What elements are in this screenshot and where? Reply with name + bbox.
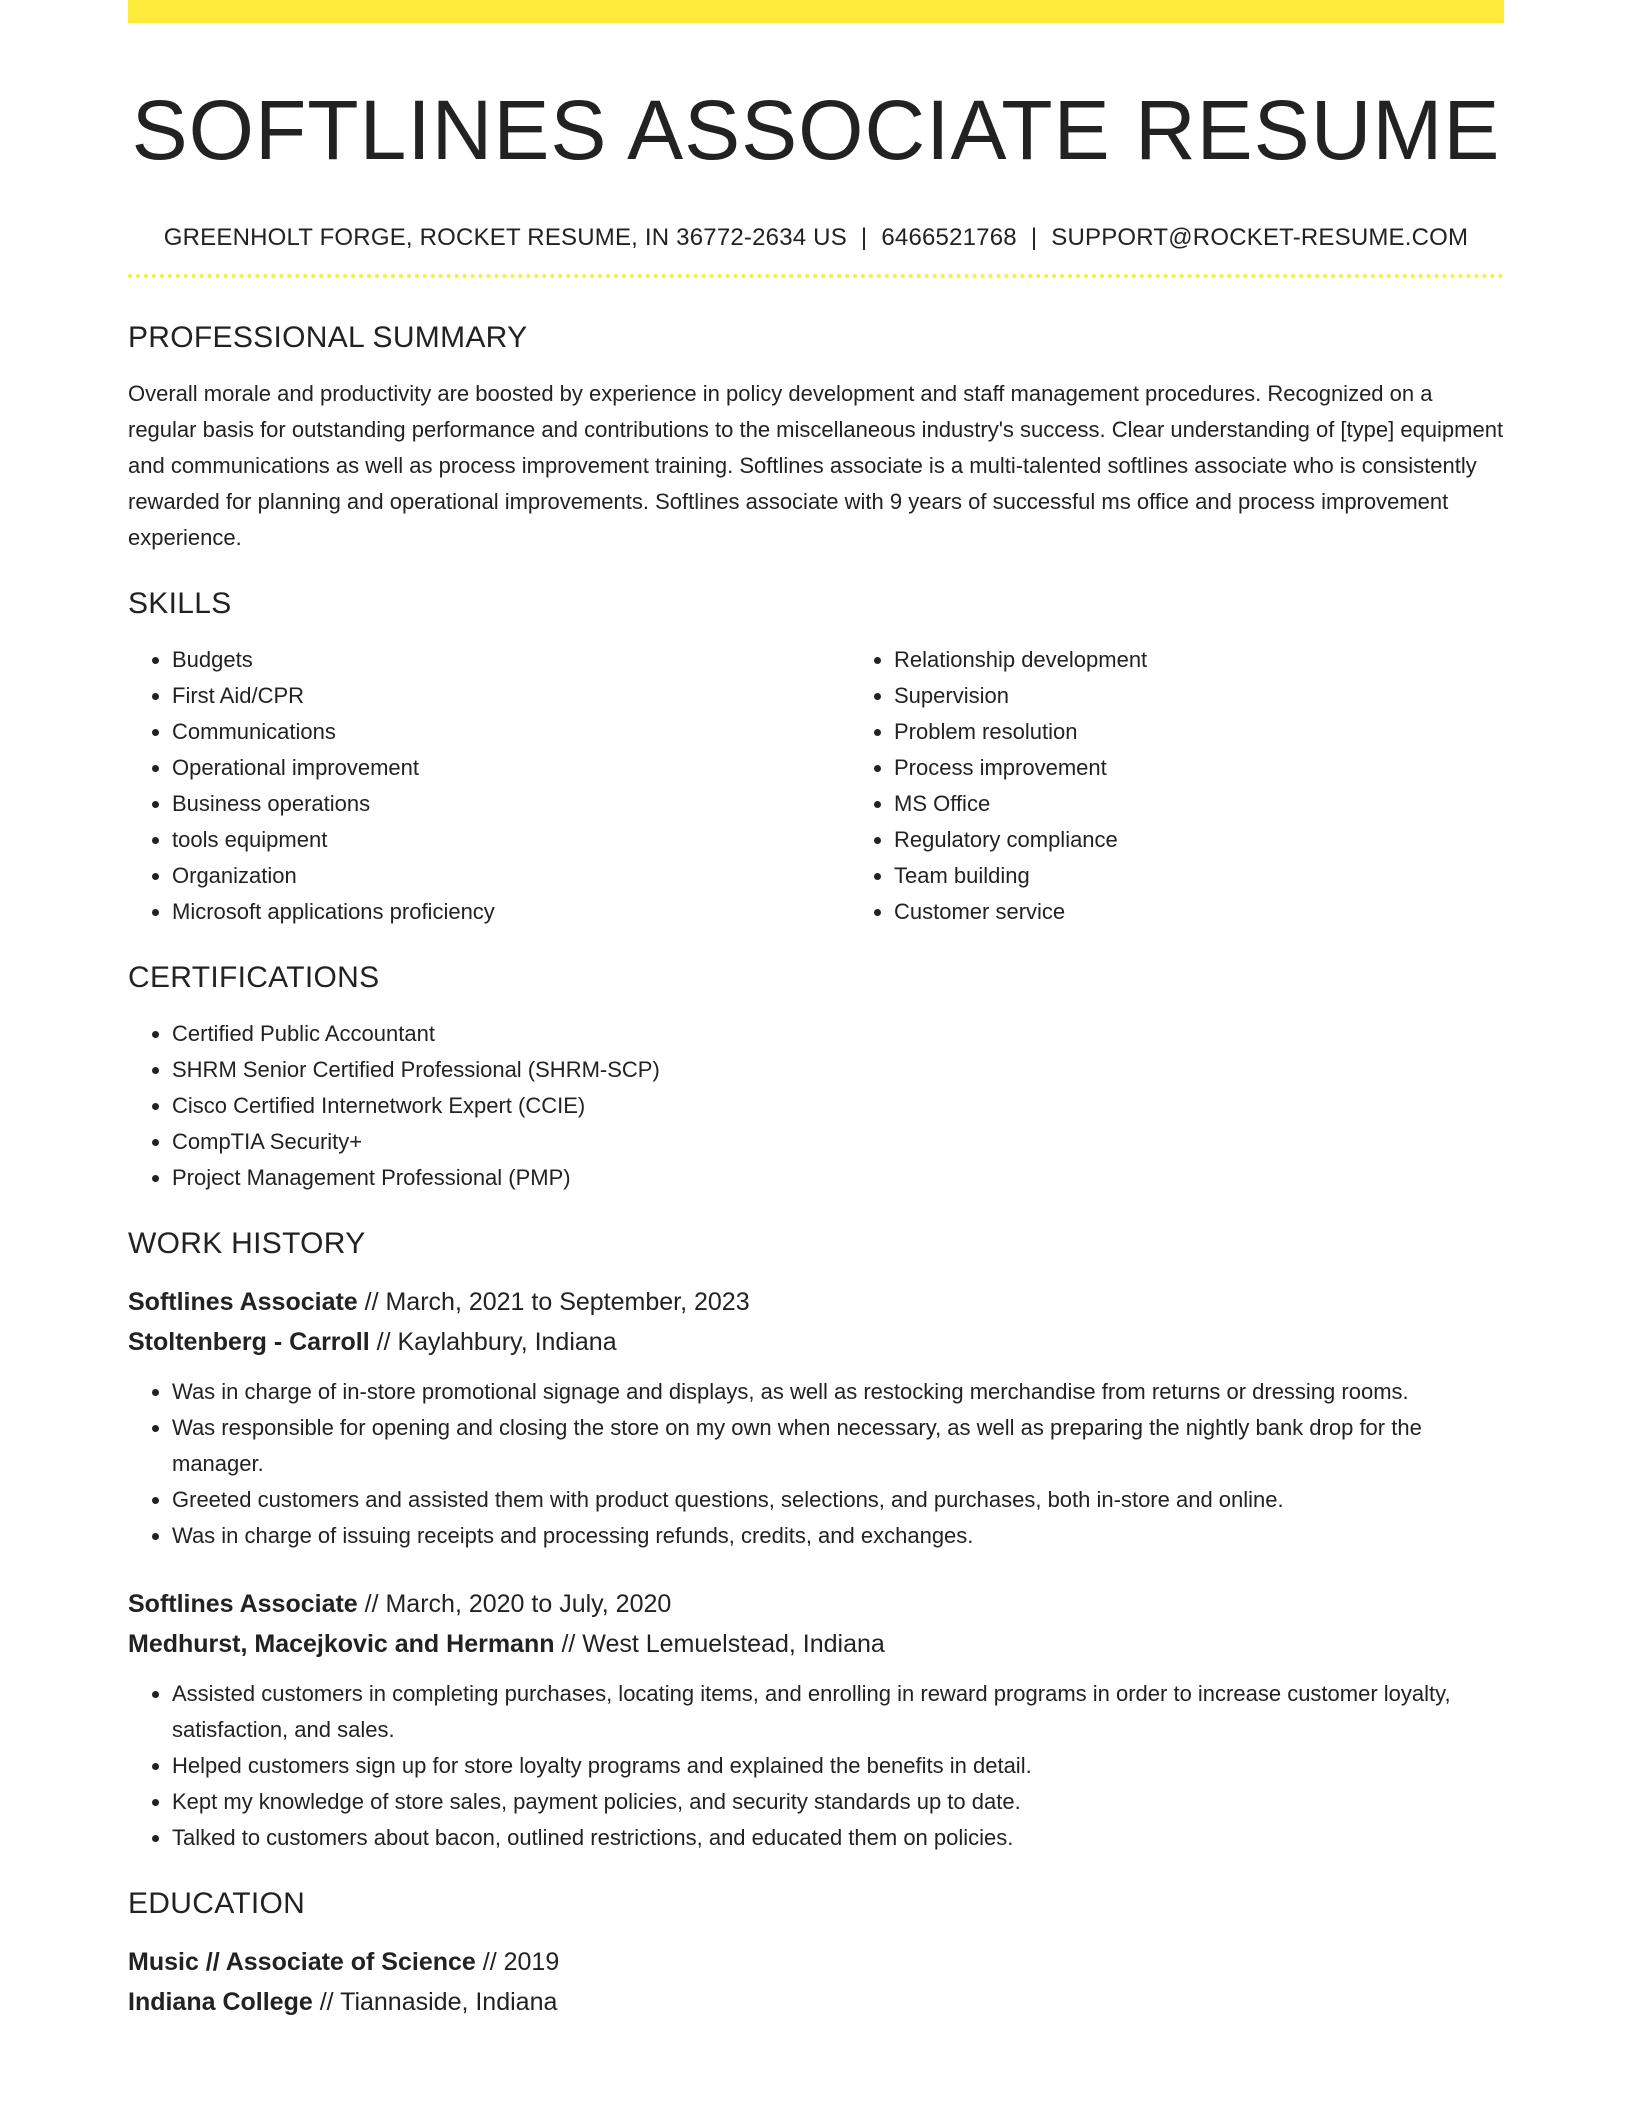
certification-item: • Project Management Professional (PMP) [172,1160,1504,1196]
skill-item: • Team building [894,858,1572,894]
job-role-line [128,1584,1504,1624]
skill-item: • Operational improvement [172,750,850,786]
skills-list-right [850,642,1572,930]
job-bullet: • Was in charge of issuing receipts and processing refunds, credits, and exchanges. [172,1518,1504,1554]
education-degree-line [128,1942,1504,1982]
education-school-line [128,1982,1504,2022]
summary-text: Overall morale and productivity are boosted by experience in policy development and staff management procedures. Recognized on a regular basis for outstanding performance and contributions to the miscellaneous industry's success. Clear understanding of [type] equipment and communications as well as process improvement training. Softlines associate is a multi-talented softlines associate who is consistently rewarded for planning and operational improvements. Softlines associate with 9 years of successful ms office and process improvement experience. [128,381,1504,550]
job-company-line [128,1624,1504,1664]
skill-item: • MS Office [894,786,1572,822]
job-role-line [128,1282,1504,1322]
education-degree: Music // Associate of Science [128,1948,476,1976]
education-entry [128,1942,1504,2022]
job-location: // Kaylahbury, Indiana [369,1328,617,1356]
education-school: Indiana College [128,1988,313,2016]
skill-item: • Microsoft applications proficiency [172,894,850,930]
job-entry [128,1282,1504,1554]
job-bullet: • Kept my knowledge of store sales, payment policies, and security standards up to date. [172,1784,1504,1820]
contact-address: GREENHOLT FORGE, ROCKET RESUME, IN 36772-2634 US [163,224,847,251]
resume-content [128,0,1504,2022]
skill-item: • tools equipment [172,822,850,858]
skill-item: • Regulatory compliance [894,822,1572,858]
skill-item: • Supervision [894,678,1572,714]
job-bullet: • Assisted customers in completing purchases, locating items, and enrolling in reward programs in order to increase customer loyalty, satisfaction, and sales. [172,1676,1504,1748]
section-title-work-history: WORK HISTORY [128,1227,366,1260]
section-title-certifications: CERTIFICATIONS [128,961,380,994]
contact-line [128,222,1504,254]
work-history-section [128,1224,1504,1856]
skill-item: • Organization [172,858,850,894]
section-title-summary: PROFESSIONAL SUMMARY [128,321,528,354]
contact-email: SUPPORT@ROCKET-RESUME.COM [1051,224,1469,251]
certifications-section [128,958,1504,1196]
job-dates: // March, 2020 to July, 2020 [357,1590,672,1618]
summary-section [128,318,1504,556]
certification-item: • Cisco Certified Internetwork Expert (CCIE) [172,1088,1504,1124]
certification-item: • Certified Public Accountant [172,1016,1504,1052]
job-bullet: • Was in charge of in-store promotional signage and displays, as well as restocking merchandise from returns or dressing rooms. [172,1374,1504,1410]
skills-section [128,584,1504,930]
section-title-education: EDUCATION [128,1887,306,1920]
job-bullet: • Talked to customers about bacon, outlined restrictions, and educated them on policies. [172,1820,1504,1856]
job-bullets [128,1374,1504,1554]
certification-item: • CompTIA Security+ [172,1124,1504,1160]
education-year: // 2019 [475,1948,560,1976]
job-company: Stoltenberg - Carroll [128,1328,370,1356]
skill-item: • Problem resolution [894,714,1572,750]
certification-item: • SHRM Senior Certified Professional (SHRM-SCP) [172,1052,1504,1088]
job-role: Softlines Associate [128,1590,358,1618]
job-bullets [128,1676,1504,1856]
contact-separator: | [1030,224,1038,251]
job-entry [128,1584,1504,1856]
job-company-line [128,1322,1504,1362]
skills-list-left [128,642,850,930]
education-section [128,1884,1504,2022]
education-location: // Tiannaside, Indiana [312,1988,558,2016]
skill-item: • Communications [172,714,850,750]
certifications-list [128,1016,1504,1196]
contact-separator: | [860,224,868,251]
dotted-divider [128,274,1504,278]
skill-item: • Relationship development [894,642,1572,678]
job-bullet: • Helped customers sign up for store loyalty programs and explained the benefits in detail. [172,1748,1504,1784]
skill-item: • First Aid/CPR [172,678,850,714]
skill-item: • Customer service [894,894,1572,930]
job-role: Softlines Associate [128,1288,358,1316]
skill-item: • Business operations [172,786,850,822]
skill-item: • Process improvement [894,750,1572,786]
job-company: Medhurst, Macejkovic and Hermann [128,1630,555,1658]
job-bullet: • Was responsible for opening and closing the store on my own when necessary, as well as preparing the nightly bank drop for the manager. [172,1410,1504,1482]
job-location: // West Lemuelstead, Indiana [554,1630,885,1658]
contact-phone: 6466521768 [881,224,1017,251]
skill-item: • Budgets [172,642,850,678]
resume-title: SOFTLINES ASSOCIATE RESUME [131,83,1501,177]
skills-columns [128,642,1504,930]
job-bullet: • Greeted customers and assisted them with product questions, selections, and purchases, both in-store and online. [172,1482,1504,1518]
section-title-skills: SKILLS [128,587,232,620]
job-dates: // March, 2021 to September, 2023 [357,1288,750,1316]
